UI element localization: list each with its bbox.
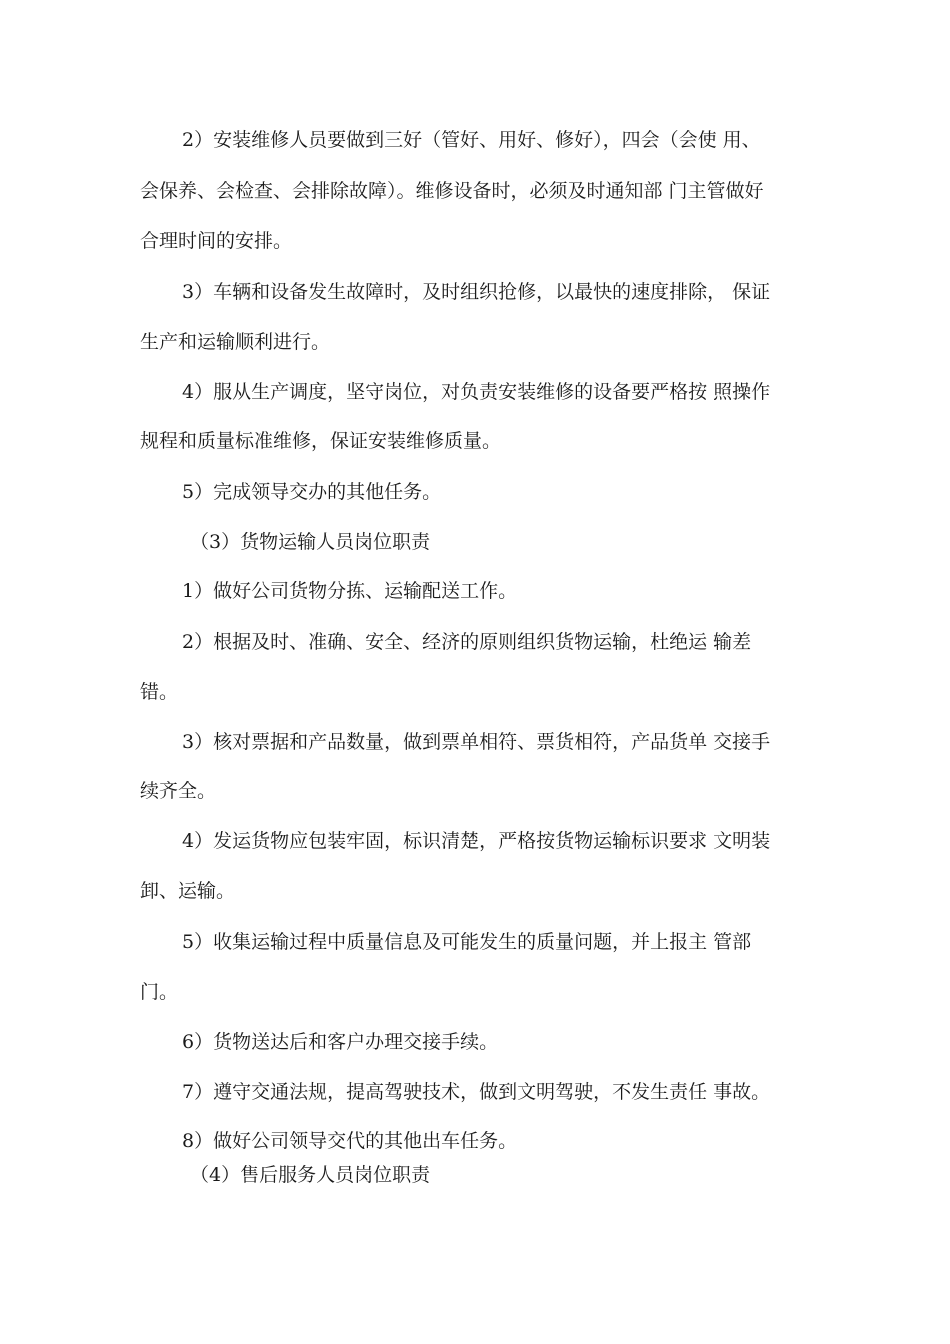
paragraph-line: 规程和质量标准维修，保证安装维修质量。: [140, 430, 502, 452]
paragraph-line: 生产和运输顺利进行。: [140, 331, 331, 353]
paragraph-line: 会保养、会检查、会排除故障）。维修设备时，必须及时通知部 门主管做好: [140, 180, 764, 202]
paragraph-line: 6）货物送达后和客户办理交接手续。: [182, 1031, 499, 1053]
paragraph-line: 3）核对票据和产品数量，做到票单相符、票货相符，产品货单 交接手: [182, 731, 771, 753]
paragraph-line: 错。: [140, 681, 179, 703]
paragraph-line: 续齐全。: [140, 780, 217, 802]
paragraph-line: 4）发运货物应包装牢固，标识清楚，严格按货物运输标识要求 文明装: [182, 830, 771, 852]
paragraph-line: 2）安装维修人员要做到三好（管好、用好、修好），四会（会使 用、: [182, 129, 761, 151]
section-heading: （4）售后服务人员岗位职责: [190, 1164, 431, 1186]
paragraph-line: 5）完成领导交办的其他任务。: [182, 481, 442, 503]
paragraph-line: 3）车辆和设备发生故障时，及时组织抢修，以最快的速度排除， 保证: [182, 281, 771, 303]
paragraph-line: 门。: [140, 981, 179, 1003]
paragraph-line: 7）遵守交通法规，提高驾驶技术，做到文明驾驶，不发生责任 事故。: [182, 1081, 771, 1103]
paragraph-line: 8）做好公司领导交代的其他出车任务。: [182, 1130, 518, 1152]
paragraph-line: 5）收集运输过程中质量信息及可能发生的质量问题，并上报主 管部: [182, 931, 752, 953]
paragraph-line: 合理时间的安排。: [140, 230, 293, 252]
paragraph-line: 卸、运输。: [140, 880, 236, 902]
section-heading: （3）货物运输人员岗位职责: [190, 531, 431, 553]
paragraph-line: 4）服从生产调度，坚守岗位，对负责安装维修的设备要严格按 照操作: [182, 381, 771, 403]
paragraph-line: 1）做好公司货物分拣、运输配送工作。: [182, 580, 518, 602]
paragraph-line: 2）根据及时、准确、安全、经济的原则组织货物运输，杜绝运 输差: [182, 631, 752, 653]
